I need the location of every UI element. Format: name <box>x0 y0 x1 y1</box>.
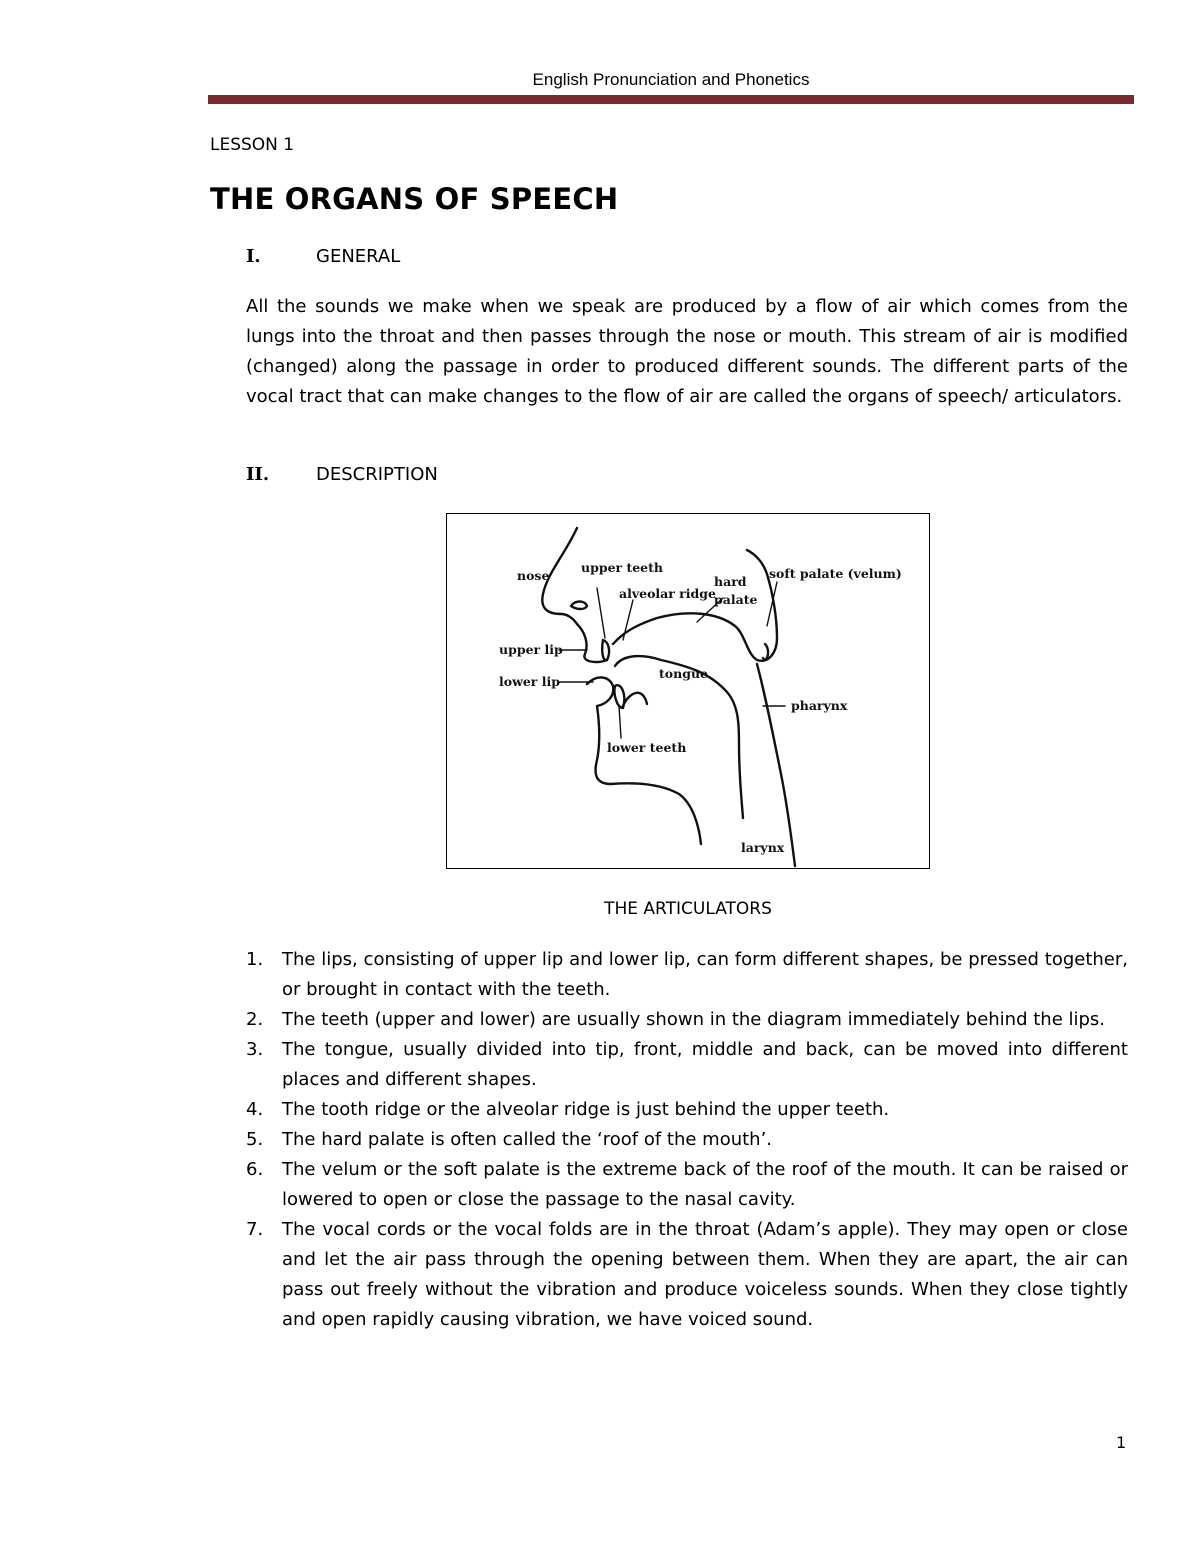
label-palate: palate <box>714 592 758 607</box>
label-hard: hard <box>714 574 747 589</box>
list-item-text: The tooth ridge or the alveolar ridge is just behind the upper teeth. <box>282 1099 890 1120</box>
articulators-list <box>246 945 1128 1335</box>
list-marker: 3. <box>246 1039 264 1060</box>
leader-lower-teeth <box>619 706 621 738</box>
list-item-text: The tongue, usually divided into tip, front, middle and back, can be moved into different places and different shapes. <box>282 1039 1128 1090</box>
list-item-text: The lips, consisting of upper lip and lower lip, can form different shapes, be pressed together, or brought in contact with the teeth. <box>282 949 1128 1000</box>
vocal-tract-drawing <box>447 514 931 870</box>
list-item <box>246 1035 1128 1095</box>
section-heading-description <box>246 464 438 485</box>
pharynx-wall-outline <box>757 664 795 866</box>
label-upper-teeth: upper teeth <box>581 560 664 575</box>
label-larynx: larynx <box>741 840 785 855</box>
header-rule <box>208 95 1134 104</box>
section-number: I. <box>246 246 261 267</box>
list-item-text: The vocal cords or the vocal folds are in the throat (Adam’s apple). They may open or close and let the air pass through the opening between them. When they are apart, the air can pass out freely without the vibration and produce voiceless sounds. When they close tightly and open rapidly causing vibration, we have voiced sound. <box>282 1219 1128 1330</box>
section-title: DESCRIPTION <box>316 464 438 485</box>
label-lower-teeth: lower teeth <box>607 740 687 755</box>
label-alveolar-ridge: alveolar ridge <box>619 586 716 601</box>
label-pharynx: pharynx <box>791 698 848 713</box>
label-lower-lip: lower lip <box>499 674 560 689</box>
page-number: 1 <box>1116 1433 1127 1452</box>
list-marker: 1. <box>246 949 264 970</box>
figure-caption: THE ARTICULATORS <box>604 899 772 919</box>
tongue-base-outline <box>623 693 647 706</box>
list-item <box>246 1125 1128 1155</box>
label-soft-palate: soft palate (velum) <box>769 566 902 581</box>
uvula-outline <box>763 644 768 659</box>
lesson-label: LESSON 1 <box>210 135 295 155</box>
list-marker: 6. <box>246 1159 264 1180</box>
running-header: English Pronunciation and Phonetics <box>532 70 810 89</box>
list-item <box>246 1005 1128 1035</box>
list-item <box>246 1095 1128 1125</box>
label-tongue: tongue <box>659 666 708 681</box>
label-upper-lip: upper lip <box>499 642 563 657</box>
section-heading-general <box>246 246 400 267</box>
list-item-text: The teeth (upper and lower) are usually shown in the diagram immediately behind the lips. <box>282 1009 1106 1030</box>
label-nose: nose <box>517 568 550 583</box>
list-item <box>246 1215 1128 1335</box>
list-item <box>246 945 1128 1005</box>
list-marker: 2. <box>246 1009 264 1030</box>
nostril-outline <box>571 602 587 610</box>
upper-teeth-outline <box>602 640 609 660</box>
list-marker: 7. <box>246 1219 264 1240</box>
articulators-diagram <box>446 513 930 869</box>
lower-lip-outline <box>587 677 701 844</box>
list-marker: 4. <box>246 1099 264 1120</box>
document-title: THE ORGANS OF SPEECH <box>210 182 619 216</box>
leader-upper-teeth <box>597 588 605 638</box>
list-item <box>246 1155 1128 1215</box>
section-number: II. <box>246 464 270 485</box>
list-item-text: The velum or the soft palate is the extreme back of the roof of the mouth. It can be raised or lowered to open or close the passage to the nasal cavity. <box>282 1159 1128 1210</box>
list-item-text: The hard palate is often called the ‘roof of the mouth’. <box>282 1129 773 1150</box>
general-paragraph: All the sounds we make when we speak are produced by a flow of air which comes from the lungs into the throat and then passes through the nose or mouth. This stream of air is modified (changed) along the passage in order to produced different sounds. The different parts of the vocal tract that can make changes to the flow of air are called the organs of speech/ articulators. <box>246 296 1128 407</box>
list-marker: 5. <box>246 1129 264 1150</box>
leader-alveolar <box>623 600 633 640</box>
section-title: GENERAL <box>316 246 401 267</box>
